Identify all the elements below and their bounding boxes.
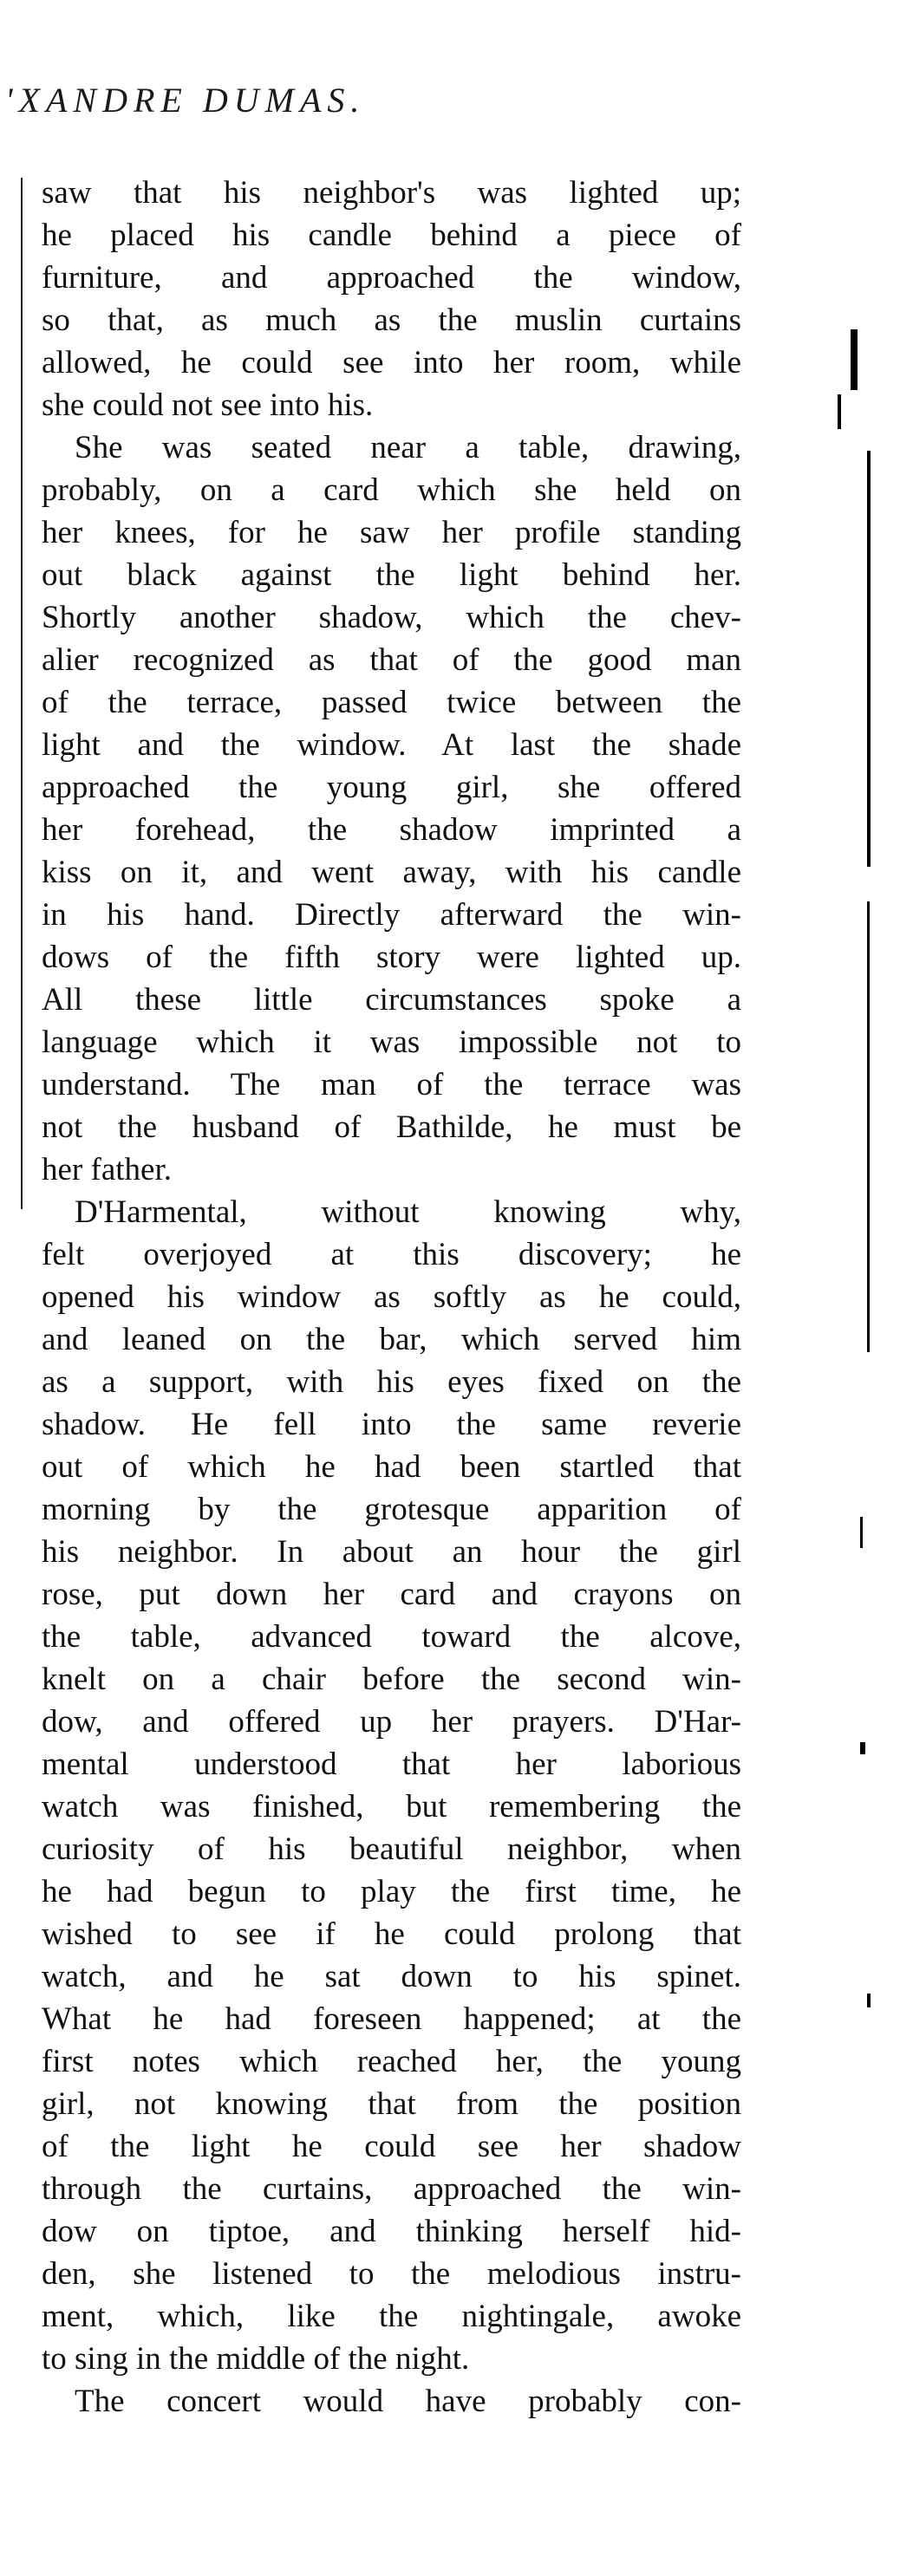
text-line: as a support, with his eyes fixed on the	[42, 1364, 741, 1400]
text-line: What he had foreseen happened; at the	[42, 2001, 741, 2037]
text-line: her father.	[42, 1152, 172, 1187]
scan-mark	[851, 329, 858, 390]
text-column	[42, 172, 741, 2423]
scan-mark	[860, 1742, 865, 1754]
running-head: 'XANDRE DUMAS.	[5, 81, 366, 120]
text-line: opened his window as softly as he could,	[42, 1279, 741, 1315]
text-line: saw that his neighbor's was lighted up;	[42, 175, 741, 211]
text-line: light and the window. At last the shade	[42, 727, 741, 763]
text-line: so that, as much as the muslin curtains	[42, 302, 741, 338]
text-line: wished to see if he could prolong that	[42, 1916, 741, 1952]
text-line: of the light he could see her shadow	[42, 2129, 741, 2164]
scan-mark	[838, 394, 841, 429]
text-line: curiosity of his beautiful neighbor, when	[42, 1831, 741, 1867]
text-line: alier recognized as that of the good man	[42, 642, 741, 678]
text-line: Shortly another shadow, which the chev-	[42, 600, 741, 635]
scan-mark	[860, 1517, 863, 1548]
text-line: dow, and offered up her prayers. D'Har-	[42, 1704, 741, 1740]
text-line: shadow. He fell into the same reverie	[42, 1407, 741, 1442]
scan-mark	[867, 451, 871, 867]
text-line: girl, not knowing that from the position	[42, 2086, 741, 2122]
text-line: in his hand. Directly afterward the win-	[42, 897, 741, 933]
text-line: understand. The man of the terrace was	[42, 1067, 741, 1103]
text-line: through the curtains, approached the win-	[42, 2171, 741, 2207]
text-line: The concert would have probably con-	[75, 2384, 741, 2419]
text-line: furniture, and approached the window,	[42, 260, 741, 296]
text-line: She was seated near a table, drawing,	[75, 430, 741, 465]
text-line: first notes which reached her, the young	[42, 2044, 741, 2079]
text-line: out of which he had been startled that	[42, 1449, 741, 1485]
text-line: den, she listened to the melodious instru-	[42, 2256, 741, 2292]
text-line: he placed his candle behind a piece of	[42, 218, 741, 253]
scan-mark	[867, 1994, 871, 2007]
text-line: morning by the grotesque apparition of	[42, 1492, 741, 1527]
text-line: to sing in the middle of the night.	[42, 2341, 470, 2377]
text-line: and leaned on the bar, which served him	[42, 1322, 741, 1357]
text-line: out black against the light behind her.	[42, 557, 741, 593]
text-line: her knees, for he saw her profile standing	[42, 515, 741, 550]
text-line: dow on tiptoe, and thinking herself hid-	[42, 2214, 741, 2249]
text-line: not the husband of Bathilde, he must be	[42, 1109, 741, 1145]
text-line: language which it was impossible not to	[42, 1025, 741, 1060]
text-line: dows of the fifth story were lighted up.	[42, 940, 741, 975]
text-line: he had begun to play the first time, he	[42, 1874, 741, 1909]
text-line: rose, put down her card and crayons on	[42, 1577, 741, 1612]
text-line: felt overjoyed at this discovery; he	[42, 1237, 741, 1272]
text-line: ment, which, like the nightingale, awoke	[42, 2299, 741, 2334]
text-line: mental understood that her laborious	[42, 1747, 741, 1782]
text-line: her forehead, the shadow imprinted a	[42, 812, 741, 848]
text-line: kiss on it, and went away, with his candle	[42, 855, 741, 890]
margin-rule	[21, 178, 23, 1209]
text-line: she could not see into his.	[42, 387, 374, 423]
text-line: D'Harmental, without knowing why,	[75, 1194, 741, 1230]
text-line: knelt on a chair before the second win-	[42, 1662, 741, 1697]
text-line: watch was finished, but remembering the	[42, 1789, 741, 1825]
text-line: the table, advanced toward the alcove,	[42, 1619, 741, 1655]
scan-mark	[867, 901, 870, 1352]
text-line: approached the young girl, she offered	[42, 770, 741, 805]
text-line: watch, and he sat down to his spinet.	[42, 1959, 741, 1994]
text-line: allowed, he could see into her room, while	[42, 345, 741, 381]
text-line: probably, on a card which she held on	[42, 472, 741, 508]
text-line: of the terrace, passed twice between the	[42, 685, 741, 720]
text-line: All these little circumstances spoke a	[42, 982, 741, 1018]
text-line: his neighbor. In about an hour the girl	[42, 1534, 741, 1570]
